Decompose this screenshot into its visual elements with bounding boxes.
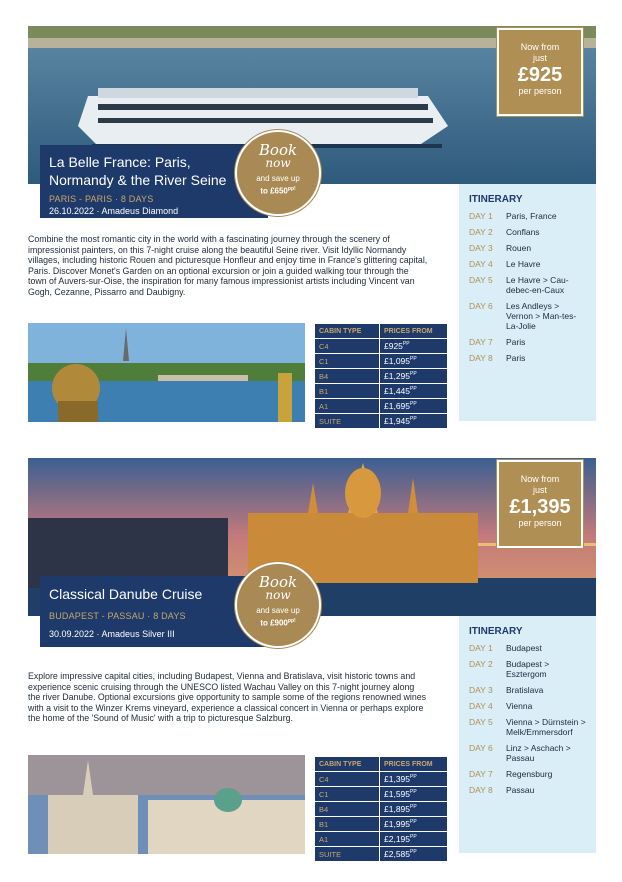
itinerary-row: DAY 3 Rouen	[469, 243, 532, 253]
badge-save-amount: to £900	[260, 618, 288, 628]
price-per: per person	[518, 518, 562, 528]
itinerary-row: DAY 4 Le Havre	[469, 259, 541, 269]
badge-pp: pp!	[287, 186, 296, 192]
badge-save-amount: to £650	[260, 186, 288, 196]
prices-from-header: PRICES FROM	[380, 324, 447, 338]
itinerary-row: DAY 3 Bratislava	[469, 685, 544, 695]
itinerary-row: DAY 7 Regensburg	[469, 769, 553, 779]
cruise-route: PARIS - PARIS · 8 DAYS	[49, 194, 154, 204]
cruise-title-box	[40, 576, 268, 647]
cruise-route: BUDAPEST - PASSAU · 8 DAYS	[49, 611, 186, 621]
cabin-row: C1 $£1,595^{PP}$	[315, 787, 447, 801]
cruise-description: Explore impressive capital cities, including Budapest, Vienna and Bratislava, visit historic towns and experience scenic cruising through the UNESCO listed Wachau Valley on this 7-night journey along the river Danube. Optional excursions give opportunity to sample some of the regions renowned wines with a visit to the Winzer Krems vineyard, experience a classical concert in Vienna or perhaps explore the home of the 'Sound of Music' with a trip to picturesque Salzburg.	[28, 671, 427, 724]
thumbnail-paris-statue	[28, 323, 305, 422]
price-per: per person	[518, 86, 562, 96]
cabin-row: A1 $£1,695^{PP}$	[315, 399, 447, 413]
price-now-from: Now from	[520, 474, 560, 484]
cabin-price-table	[314, 323, 448, 429]
badge-pp: pp!	[287, 618, 296, 624]
price-now-from: Now from	[520, 42, 560, 52]
cabin-price-table	[314, 756, 448, 862]
cruise-date-ship: 30.09.2022 · Amadeus Silver III	[49, 629, 175, 639]
itinerary-row: DAY 7 Paris	[469, 337, 526, 347]
book-now-badge	[235, 130, 321, 216]
price-just: just	[532, 485, 547, 495]
itinerary-row: DAY 8 Paris	[469, 353, 526, 363]
price-value: £1,395	[509, 496, 571, 518]
cabin-row: C4 $£1,395^{PP}$	[315, 772, 447, 786]
cruise-title-box	[40, 145, 268, 218]
itinerary-row: DAY 6 Linz > Aschach > Passau	[469, 743, 571, 763]
badge-save-text: and save up	[256, 606, 300, 615]
price-just: just	[532, 53, 547, 63]
itinerary-row: DAY 1 Budapest	[469, 643, 542, 653]
badge-book: Book	[258, 573, 298, 591]
cruise-title-line2: Normandy & the River Seine	[49, 172, 227, 188]
itinerary-row: DAY 4 Vienna	[469, 701, 533, 711]
cruise-date-ship: 26.10.2022 · Amadeus Diamond	[49, 206, 179, 216]
badge-now: now	[265, 588, 291, 602]
price-tag	[497, 28, 583, 116]
cruise-description: Combine the most romantic city in the world with a fascinating journey through the scenery of impressionist painters, on this 7-night cruise along the beautiful Seine river. Visit Idyllic Normandy villages, including historic Rouen and picturesque Honfleur and enjoy time in France's glittering capital, Paris. Discover Monet's Garden on an optional excursion or join a guided walking tour through the town of Auvers-sur-Oise, the inspiration for many famous impressionist artists including Vincent van Gogh, Cezanne, Pissarro and Daubigny.	[28, 234, 428, 297]
cabin-row: C1 $£1,095^{PP}$	[315, 354, 447, 368]
itinerary-row: DAY 5 Vienna > Dürnstein > Melk/Emmersdorf	[469, 717, 586, 737]
badge-book: Book	[258, 141, 298, 159]
cruise-title-line1: La Belle France: Paris,	[49, 154, 191, 170]
prices-from-header: PRICES FROM	[380, 757, 447, 771]
itinerary-row: DAY 5 Le Havre > Cau-debec-en-Caux	[469, 275, 569, 295]
price-value: £925	[517, 64, 563, 86]
itinerary-panel	[459, 616, 596, 853]
book-now-badge	[235, 562, 321, 648]
itinerary-panel	[459, 184, 596, 421]
itinerary-row: DAY 2 Conflans	[469, 227, 540, 237]
cabin-type-header: CABIN TYPE	[315, 324, 379, 338]
badge-now: now	[265, 156, 291, 170]
cabin-row: B4 $£1,295^{PP}$	[315, 369, 447, 383]
itinerary-heading: ITINERARY	[469, 626, 523, 637]
cabin-row: A1 $£2,195^{PP}$	[315, 832, 447, 846]
cabin-row: SUITE $£2,585^{PP}$	[315, 847, 447, 861]
cabin-row: C4 $£925^{PP}$	[315, 339, 447, 353]
cabin-row: B1 $£1,445^{PP}$	[315, 384, 447, 398]
badge-save-text: and save up	[256, 174, 300, 183]
thumbnail-vienna-palace	[28, 755, 305, 854]
itinerary-row: DAY 6 Les Andleys > Vernon > Man-tes-La-Jolie	[469, 301, 577, 331]
itinerary-row: DAY 8 Passau	[469, 785, 535, 795]
itinerary-row: DAY 2 Budapest > Esztergom	[469, 659, 550, 679]
cabin-row: B1 $£1,995^{PP}$	[315, 817, 447, 831]
itinerary-row: DAY 1 Paris, France	[469, 211, 557, 221]
cruise-title-line1: Classical Danube Cruise	[49, 586, 203, 602]
price-tag	[497, 460, 583, 548]
itinerary-heading: ITINERARY	[469, 194, 523, 205]
cabin-type-header: CABIN TYPE	[315, 757, 379, 771]
cabin-row: SUITE $£1,945^{PP}$	[315, 414, 447, 428]
cabin-row: B4 $£1,895^{PP}$	[315, 802, 447, 816]
